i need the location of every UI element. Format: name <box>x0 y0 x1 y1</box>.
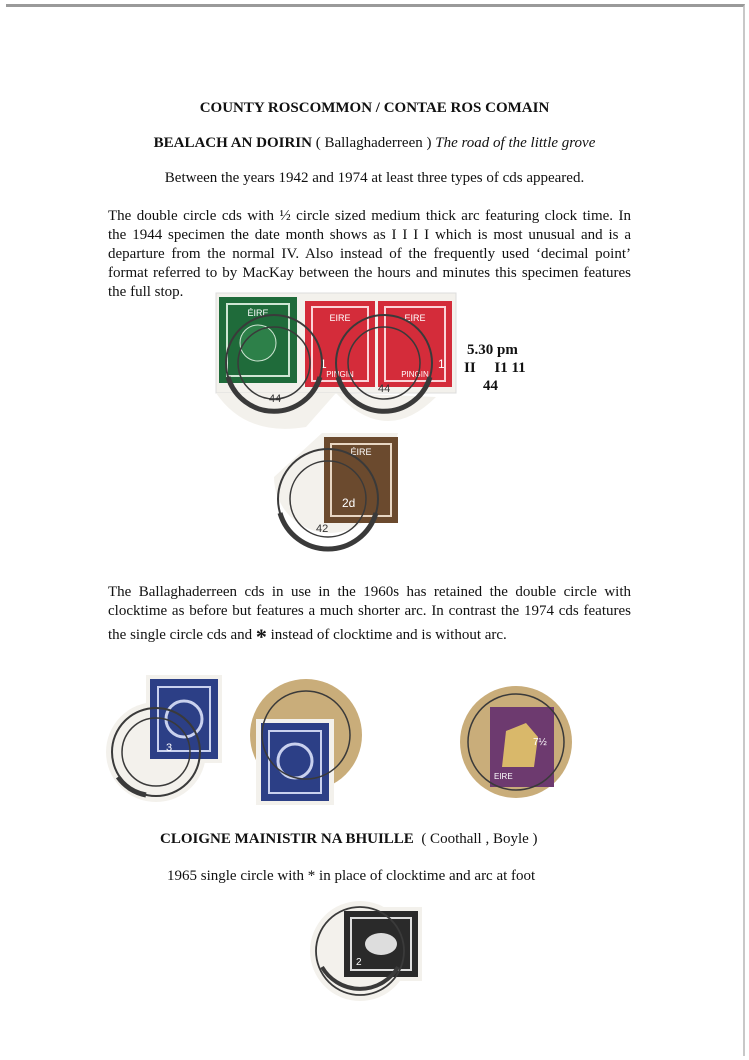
paragraph-1-line: format referred to by MacKay between the hours and minutes this specimen features <box>108 265 631 281</box>
stamp-piece-1942 <box>274 433 398 549</box>
album-page <box>6 4 745 1056</box>
section2-caption: 1965 single circle with * in place of clocktime and arc at foot <box>167 868 536 884</box>
stamp-value-numeral: 1 <box>438 357 445 371</box>
stamp-country-label: ÉIRE <box>350 447 372 457</box>
section1-heading-bold: BEALACH AN DOIRIN <box>153 135 312 151</box>
postmark-date: 42 <box>316 523 329 535</box>
note-year: 44 <box>483 378 498 394</box>
paragraph-1-line: the 1944 specimen the date month shows as I I I I which is most unusual and is a <box>108 227 631 243</box>
paragraph-1-line: departure from the normal IV. Also instead of the frequently used ‘decimal point’ <box>108 246 631 262</box>
stamp-value-numeral: 3 <box>166 742 173 754</box>
paragraph-2-text: instead of clocktime and is without arc. <box>266 627 507 643</box>
section1-heading-italic: The road of the little grove <box>435 135 596 151</box>
postmark-date: 44 <box>378 383 391 395</box>
paragraph-1-line: The double circle cds with ½ circle sized medium thick arc featuring clock time. In <box>108 208 631 224</box>
paragraph-2-line: clocktime as before but features a much shorter arc. In contrast the 1974 cds features <box>108 603 631 619</box>
paragraph-1-line: the full stop. <box>108 284 184 300</box>
asterisk-symbol: * <box>255 624 267 649</box>
stamp-piece-1974 <box>460 686 572 798</box>
stamp-illustrations <box>6 7 745 1059</box>
stamp-country-label: EIRE <box>404 313 426 323</box>
paragraph-2-text: the single circle cds and <box>108 627 256 643</box>
note-time: 5.30 pm <box>467 342 518 358</box>
stamp-value-numeral: 2d <box>342 496 356 510</box>
stamp-value-numeral: 7½ <box>533 737 547 748</box>
section2-heading-paren: ( Coothall , Boyle ) <box>421 831 538 847</box>
stamp-piece-kraft <box>250 679 362 805</box>
stamp-leaf-motif <box>365 933 397 955</box>
stamp-piece-1965 <box>310 901 422 1001</box>
stamp-value-label: PINGIN <box>401 370 429 379</box>
paragraph-2-line: The Ballaghaderreen cds in use in the 1960s has retained the double circle with <box>108 584 631 600</box>
section1-heading-paren: ( Ballaghaderreen ) <box>315 135 432 151</box>
stamp-country-label: EIRE <box>329 313 351 323</box>
stamp-value-numeral: 1 <box>320 357 327 371</box>
postmark-date: 44 <box>269 393 282 405</box>
stamp-value-numeral: 2 <box>356 957 362 968</box>
stamp-piece-1960s <box>106 675 222 802</box>
stamp-country-label: EIRE <box>494 772 513 781</box>
note-date: II I1 11 <box>464 360 526 376</box>
stamp-piece-1944 <box>216 293 456 429</box>
green-stamp <box>219 297 297 383</box>
page-title: COUNTY ROSCOMMON / CONTAE ROS COMAIN <box>199 100 550 116</box>
stamp-value-label: PINGIN <box>326 370 354 379</box>
stamp-country-label: ÉIRE <box>247 308 269 318</box>
section2-heading-bold: CLOIGNE MAINISTIR NA BHUILLE <box>160 831 414 847</box>
section1-intro: Between the years 1942 and 1974 at least three types of cds appeared. <box>164 170 585 186</box>
